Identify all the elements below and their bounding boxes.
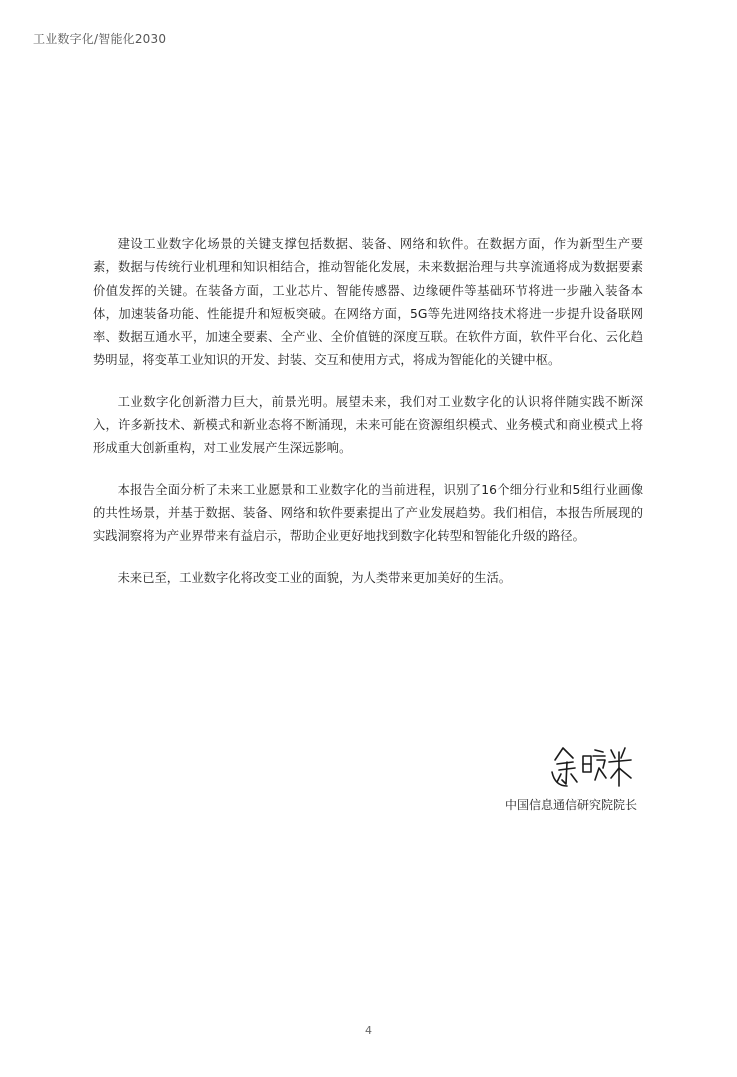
signature-block [457, 742, 637, 813]
handwritten-signature [549, 742, 635, 790]
paragraph-3: 本报告全面分析了未来工业愿景和工业数字化的当前进程，识别了16个细分行业和5组行业画像的共性场景，并基于数据、装备、网络和软件要素提出了产业发展趋势。我们相信，本报告所展现的实践洞察将为产业界带来有益启示，帮助企业更好地找到数字化转型和智能化升级的路径。 [93, 482, 643, 544]
paragraph-4: 未来已至，工业数字化将改变工业的面貌，为人类带来更加美好的生活。 [117, 570, 512, 585]
body-text [93, 233, 643, 608]
paragraph-2: 工业数字化创新潜力巨大，前景光明。展望未来，我们对工业数字化的认识将伴随实践不断深入，许多新技术、新模式和新业态将不断涌现，未来可能在资源组织模式、业务模式和商业模式上将形成重大创新重构，对工业发展产生深远影响。 [93, 394, 643, 456]
paragraph-1: 建设工业数字化场景的关键支撑包括数据、装备、网络和软件。在数据方面，作为新型生产要素，数据与传统行业机理和知识相结合，推动智能化发展，未来数据治理与共享流通将成为数据要素价值发挥的关键。在装备方面，工业芯片、智能传感器、边缘硬件等基础环节将进一步融入装备本体，加速装备功能、性能提升和短板突破。在网络方面，5G等先进网络技术将进一步提升设备联网率、数据互通水平，加速全要素、全产业、全价值链的深度互联。在软件方面，软件平台化、云化趋势明显，将变革工业知识的开发、封装、交互和使用方式，将成为智能化的关键中枢。 [93, 237, 643, 368]
signer-title: 中国信息通信研究院院长 [504, 798, 637, 812]
running-header-title: 工业数字化/智能化2030 [33, 32, 167, 46]
page-number: 4 [365, 1024, 372, 1037]
